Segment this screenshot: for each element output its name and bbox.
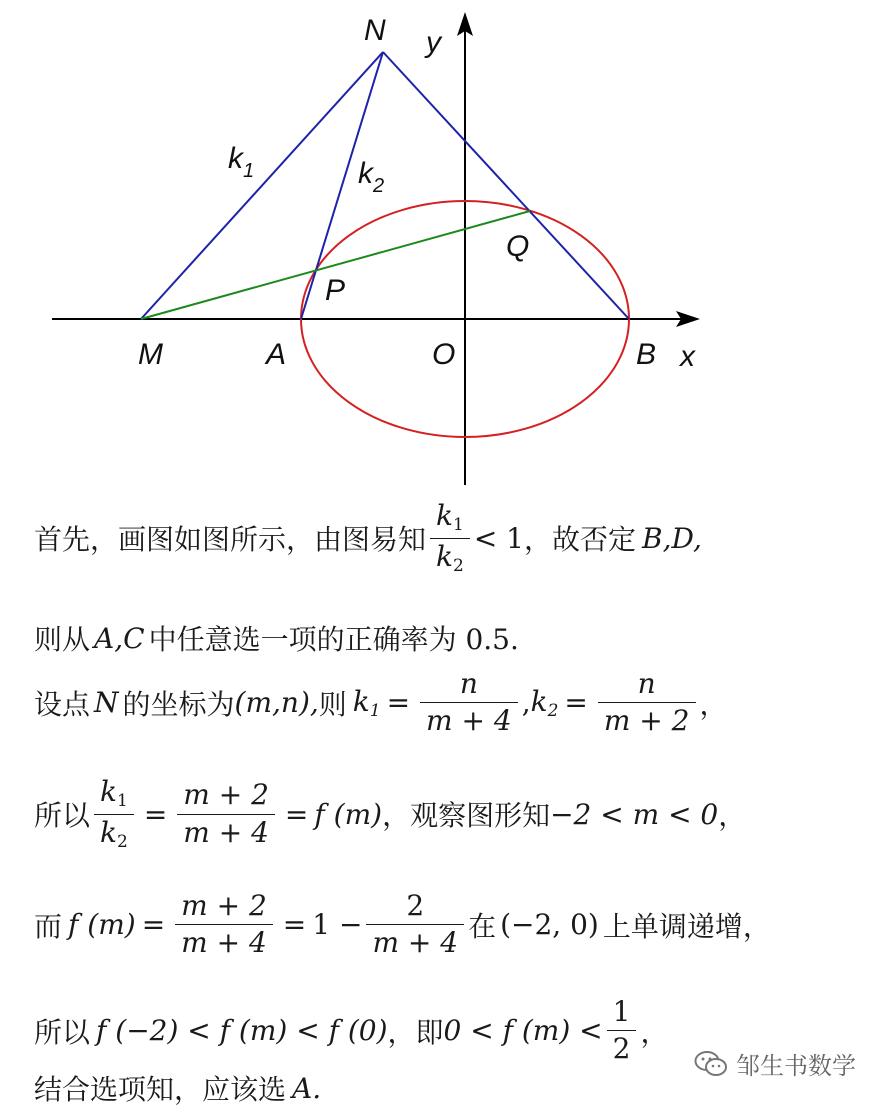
text-l1b: < 1 [473, 521, 524, 555]
label-O: O [432, 338, 456, 371]
comma: , [521, 686, 531, 720]
text-l4b: f (m) [314, 797, 383, 831]
label-M: M [138, 338, 163, 371]
text-l6a: 所以 [34, 1015, 91, 1049]
fraction-n-over-m-plus-2: $\frac{n}{m + 2}$ [598, 668, 696, 737]
label-y: y [426, 26, 441, 59]
text-l5d: 在 [468, 909, 497, 943]
equals: = [141, 908, 166, 942]
text-l3end: ， [699, 687, 728, 721]
text-l6c: ，即 [387, 1015, 444, 1049]
text-l5e: (−2, 0) [500, 908, 599, 942]
label-P: P [325, 274, 346, 307]
watermark [694, 1046, 856, 1081]
geometry-figure [0, 0, 890, 490]
k2-symbol: $k_2$ [530, 684, 559, 721]
fraction-k1-over-k2: $\frac{k_1}{k_2}$ [430, 500, 470, 576]
solution-line-2 [34, 618, 519, 658]
solution-line-4 [34, 776, 746, 852]
label-k2: $k_2$ [358, 157, 385, 197]
wechat-icon [694, 1050, 728, 1078]
text-l7b: A. [292, 1071, 322, 1105]
text-l4e: ， [718, 799, 747, 833]
label-B: B [636, 338, 657, 371]
fraction-1-over-2: $\frac{1}{2}$ [607, 996, 637, 1065]
text-l5a: 而 [34, 909, 63, 943]
solution-line-3 [34, 668, 728, 737]
text-l1d: B,D, [642, 521, 702, 555]
text-l3d: (m,n), [234, 686, 319, 720]
equals: = [282, 908, 307, 942]
text-l6d: 0 < f (m) < [443, 1014, 603, 1048]
label-Q: Q [506, 230, 530, 263]
fraction-m2-over-m4: $\frac{m + 2}{m + 4}$ [177, 779, 275, 848]
equals: = [143, 797, 168, 831]
line-MN-k1 [141, 52, 383, 319]
text-l5b: f (m) [68, 908, 136, 942]
k1-symbol: $k_1$ [352, 684, 381, 721]
solution-line-5 [34, 890, 771, 959]
line-NB [383, 52, 629, 319]
text-l4c: ，观察图形知 [382, 799, 551, 833]
solution-line-1 [34, 500, 702, 576]
equals: = [386, 686, 411, 720]
fraction-k1-over-k2: $\frac{k_1}{k_2}$ [94, 776, 134, 852]
text-l2a: 则从 [34, 623, 91, 656]
text-l3b: N [94, 686, 119, 720]
label-x: x [680, 340, 695, 373]
text-l2c: 中任意选一项的正确率为 0.5. [148, 623, 519, 656]
fraction-2-over-m4: $\frac{2}{m + 4}$ [366, 890, 464, 959]
text-l5c: 1 − [312, 908, 363, 942]
solution-line-6 [34, 996, 668, 1065]
label-k1: $k_1$ [228, 142, 255, 182]
text-l4a: 所以 [34, 799, 91, 833]
text-l5f: 上单调递增， [602, 909, 771, 943]
text-l3c: 的坐标为 [122, 687, 235, 721]
text-l1c: ，故否定 [524, 523, 637, 557]
label-N: N [364, 14, 386, 47]
text-l2b: A,C [94, 621, 145, 655]
text-l6e: ， [640, 1015, 669, 1049]
fraction-n-over-m-plus-4: $\frac{n}{m + 4}$ [420, 668, 518, 737]
text-l7a: 结合选项知，应该选 [34, 1073, 287, 1106]
text-l6b: f (−2) < f (m) < f (0) [96, 1014, 388, 1048]
equals: = [564, 686, 588, 720]
text-l3e: 则 [318, 687, 347, 721]
solution-line-7 [34, 1068, 321, 1108]
equals: = [284, 797, 309, 831]
text-l1a: 首先，画图如图所示，由图易知 [34, 523, 427, 557]
text-l4d: −2 < m < 0 [550, 797, 719, 831]
fraction-m2-over-m4: $\frac{m + 2}{m + 4}$ [175, 890, 273, 959]
watermark-text: 邹生书数学 [736, 1052, 856, 1080]
label-A: A [266, 338, 287, 371]
text-l3a: 设点 [34, 687, 91, 721]
